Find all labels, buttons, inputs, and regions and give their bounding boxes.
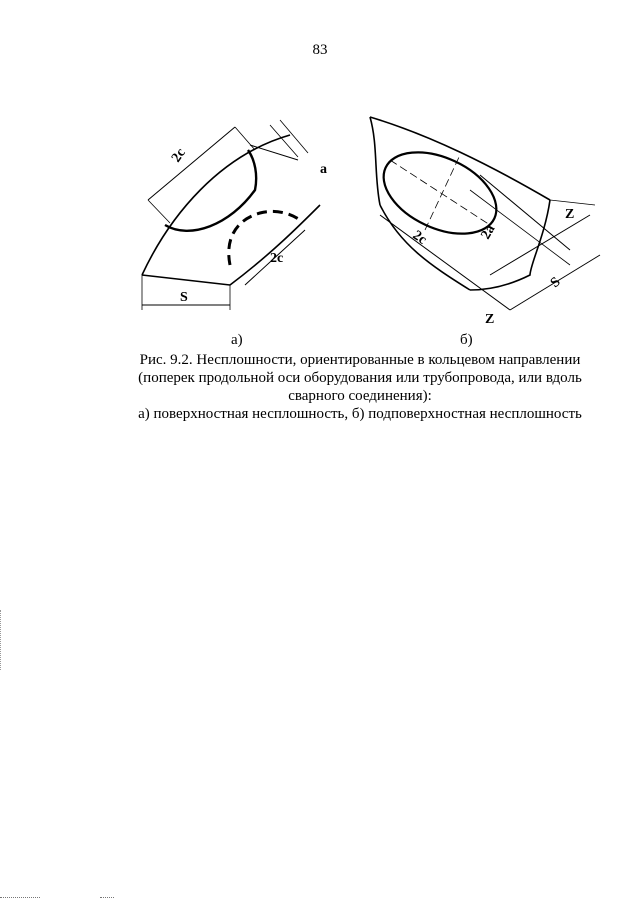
panel-b-label-2c: 2c bbox=[409, 227, 430, 248]
panel-a-label: а) bbox=[231, 332, 243, 348]
panel-a-label-2c-lower: 2c bbox=[270, 251, 284, 266]
figure-drawing bbox=[130, 105, 610, 345]
scan-footer-mark bbox=[100, 897, 114, 900]
page-number: 83 bbox=[312, 42, 328, 58]
panel-b-label: б) bbox=[460, 332, 473, 348]
panel-a-label-s: S bbox=[180, 290, 188, 305]
panel-a-label-depth: a bbox=[320, 162, 327, 177]
figure-caption bbox=[120, 351, 600, 423]
figure-9-2 bbox=[130, 105, 610, 345]
panel-b-label-z-bottom: Z bbox=[485, 312, 495, 327]
scan-footer-mark bbox=[0, 897, 40, 900]
caption-line-3: сварного соединения): bbox=[288, 388, 432, 404]
panel-b-left-edge bbox=[370, 117, 380, 205]
caption-line-4: а) поверхностная несплошность, б) подповерхностная несплошность bbox=[138, 406, 582, 422]
panel-a-inner-surface bbox=[230, 205, 320, 285]
panel-b-label-2a: 2a bbox=[478, 222, 499, 242]
scan-edge-mark bbox=[0, 610, 2, 670]
panel-b-label-z-top: Z bbox=[565, 207, 575, 222]
caption-line-2: (поперек продольной оси оборудования или трубопровода, или вдоль bbox=[138, 370, 582, 386]
panel-a-label-2c: 2c bbox=[168, 145, 189, 166]
panel-a-edge bbox=[142, 275, 230, 285]
panel-a-dim-2c-line bbox=[148, 127, 235, 200]
caption-line-1: Рис. 9.2. Несплошности, ориентированные в кольцевом направлении bbox=[139, 352, 581, 368]
panel-a-dim-a-line bbox=[250, 145, 298, 160]
panel-b-right-edge bbox=[470, 200, 550, 290]
panel-b-label-s: S bbox=[547, 274, 564, 292]
panel-b-outer-surface bbox=[370, 117, 550, 200]
